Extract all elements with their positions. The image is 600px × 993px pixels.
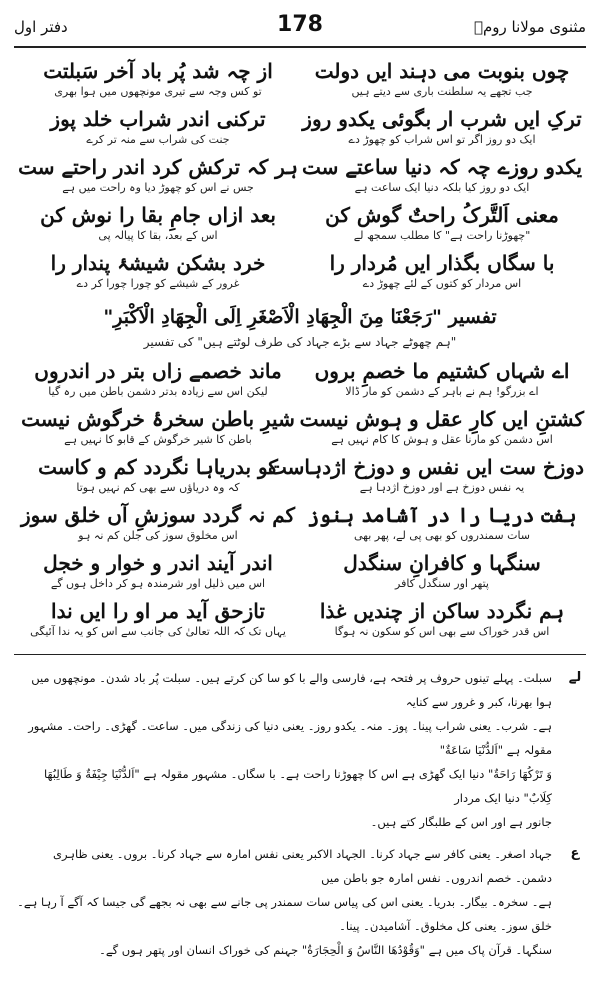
verse-left: کو بدریاہا نگردد کم و کاست — [38, 455, 278, 479]
translation-right: ایک دو روز اگر تو اس شراب کو چھوڑ دے — [348, 133, 536, 146]
translation-right: پتھر اور سنگدل کافر — [395, 577, 489, 590]
tafsir-subheading: "ہم چھوٹے جہاد سے بڑے جہاد کی طرف لوٹتے ہیں" کی تفسیر — [143, 335, 457, 349]
translation-right: اس دشمن کو مارنا عقل و ہوش کا کام نہیں ہے — [331, 433, 553, 446]
verse-right: ہفت دریا را در آشامد ہنوز — [307, 503, 577, 527]
footnote-line: جہاد اصغر۔ یعنی کافر سے جہاد کرنا۔ الجہاد الاکبر یعنی نفس امارہ سے جہاد کرنا۔ بروں۔ یعنی ظاہری دشمن۔ خصم اندروں۔ نفس امارہ جو باطن میں — [52, 847, 552, 885]
footnote-1 — [14, 666, 586, 834]
translation-right: "چھوڑنا راحت ہے" کا مطلب سمجھ لے — [353, 229, 531, 242]
translation-left: یہاں تک کہ اللہ تعالیٰ کی جانب سے اس کو یہ ندا آئیگی — [30, 625, 286, 638]
page-header — [14, 12, 586, 42]
verse-left: خرد بشکن شیشۂ پندار را — [50, 251, 266, 275]
translation-left: کہ وہ دریاؤں سے بھی کم نہیں ہوتا — [76, 481, 240, 494]
verse-left: اندر آیند اندر و خوار و خجل — [43, 551, 273, 575]
footnote-rule — [14, 654, 586, 655]
footnote-marker: لے — [568, 670, 582, 685]
translation-right: سات سمندروں کو بھی پی لے، پھر بھی — [353, 529, 531, 542]
verse-right: ہم نگردد ساکن از چندیں غذا — [319, 599, 565, 623]
verse-left: بعد ازاں جامِ بقا را نوش کن — [40, 203, 276, 227]
footnote-line: ہے۔ سخرہ۔ بیگار۔ بدریا۔ یعنی اس کی پیاس سات سمندر پی جانے سے بھی نہ بجھے گی جیسا کہ آگے آ رہا ہے۔ خلق سوز۔ یعنی کل مخلوق۔ آشامیدن۔ پینا۔ — [17, 895, 552, 933]
footnote-line: سبلت۔ پہلے تینوں حروف پر فتحہ ہے، فارسی والے با کو سا کن کرتے ہیں۔ سبلت پُر باد شدن۔ مونچھوں میں ہوا بھرنا، کبر و غرور سے کنایہ — [31, 671, 552, 709]
book-title: مثنوی مولانا رومؒ — [474, 18, 586, 36]
verse-left: کم نہ گردد سوزشِ آں خلق سوز — [20, 503, 296, 527]
verse-right: کشتنِ ایں کارِ عقل و ہوش نیست — [299, 407, 584, 431]
verse-right: معنی اَلتَّرکُ راحتٌ گوش کن — [325, 203, 559, 227]
translation-right: اس مردار کو کتوں کے لئے چھوڑ دے — [362, 277, 522, 290]
translation-left: جس نے اس کو چھوڑ دیا وہ راحت میں ہے — [62, 181, 254, 194]
translation-right: اے بزرگو! ہم نے باہر کے دشمن کو مار ڈالا — [345, 385, 539, 398]
translation-left: اس میں ذلیل اور شرمندہ ہو کر داخل ہوں گے — [50, 577, 266, 590]
verse-right: دوزخ ست ایں نفس و دوزخ اژدہاست — [268, 455, 584, 479]
header-rule — [14, 46, 586, 48]
translation-right: اس قدر خوراک سے بھی اس کو سکون نہ ہوگا — [334, 625, 550, 638]
footnote-line: وَ تَرْكُهَا رَاحَةٌ" دنیا ایک گھڑی ہے اس کا چھوڑنا راحت ہے۔ با سگاں۔ مشہور مقولہ ہے "اَلدُّنْیَا جِیْفَةٌ وَ طَالِبُهَا كِلَابٌ" دنیا ایک مردار — [44, 767, 552, 805]
translation-right: ایک دو روز کیا بلکہ دنیا ایک ساعت ہے — [354, 181, 530, 194]
verse-left: ترکنی اندر شراب خلد پوز — [50, 107, 266, 131]
verse-right: چوں بنوبت می دہند ایں دولت — [314, 59, 570, 83]
verse-left: ہر کہ ترکش کرد اندر راحتے ست — [18, 155, 298, 179]
verse-left: تازحق آید مر او را ایں ندا — [51, 599, 265, 623]
translation-left: غرور کے شیشے کو چورا چورا کر دے — [76, 277, 240, 290]
footnote-marker: ع — [570, 846, 580, 861]
volume-title: دفتر اول — [14, 18, 68, 36]
translation-left: باطن کا شیر خرگوش کے قابو کا نہیں ہے — [64, 433, 252, 446]
verse-right: با سگاں بگذار ایں مُردار را — [329, 251, 555, 275]
verse-left: ماند خصمے زاں بتر در اندروں — [34, 359, 282, 383]
translation-left: جنت کی شراب سے منہ تر کرے — [86, 133, 230, 146]
footnote-line: ہے۔ شرب۔ یعنی شراب پینا۔ پوز۔ منہ۔ یکدو روز۔ یعنی دنیا کی زندگی میں۔ ساعت۔ گھڑی۔ راحت۔ مشہور مقولہ ہے "اَلدُّنْیَا سَاعَةٌ" — [28, 719, 552, 757]
verse-right: اے شہاں کشتیم ما خصمِ بروں — [314, 359, 570, 383]
footnote-line: سنگہا۔ قرآن پاک میں ہے "وَقُوْدُهَا النَّاسُ وَ الْحِجَارَةُ" جہنم کی خوراک انسان اور پتھر ہوں گے۔ — [99, 943, 552, 957]
tafsir-heading: تفسیر "رَجَعْنَا مِنَ الْجِهَادِ الْاَصْغَرِ اِلَی الْجِهَادِ الْاَكْبَرِ" — [103, 306, 497, 328]
verse-right: ترکِ ایں شرب ار بگوئی یکدو روز — [302, 107, 582, 131]
page-number: 178 — [277, 12, 323, 37]
verse-left: از چہ شد پُر باد آخر سَبلتت — [43, 59, 273, 83]
verse-right: یکدو روزے چہ کہ دنیا ساعتے ست — [301, 155, 583, 179]
translation-left: لیکن اس سے زیادہ بدتر دشمن باطن میں رہ گیا — [48, 385, 268, 398]
translation-left: تو کس وجہ سے تیری مونچھوں میں ہوا بھری — [54, 85, 262, 98]
footnote-line: جانور ہے اور اس کے طلبگار کتے ہیں۔ — [370, 815, 552, 829]
translation-left: اس مخلوق سوز کی جلن کم نہ ہو — [78, 529, 238, 542]
translation-right: جب تجھے یہ سلطنت باری سے دیتے ہیں — [351, 85, 533, 98]
verse-left: شیرِ باطن سخرۂ خرگوش نیست — [21, 407, 295, 431]
verse-right: سنگہا و کافرانِ سنگدل — [343, 551, 541, 575]
translation-right: یہ نفس دوزخ ہے اور دوزخ اژدہا ہے — [359, 481, 525, 494]
footnote-2 — [14, 842, 586, 962]
translation-left: اس کے بعد، بقا کا پیالہ پی — [98, 229, 218, 242]
